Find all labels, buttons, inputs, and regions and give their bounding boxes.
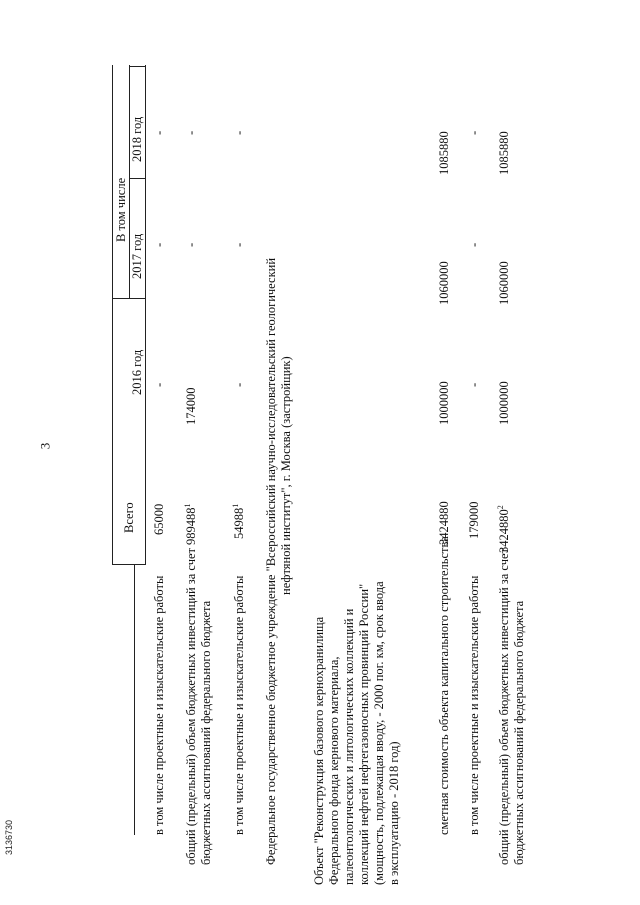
col-divider-2018: [129, 66, 145, 67]
row2-2018: -: [184, 130, 198, 135]
section-heading-line2: нефтяной институт", г. Москва (застройщик): [279, 356, 293, 595]
row1-total: 65000: [152, 503, 166, 535]
row1-2017: -: [152, 242, 166, 247]
section-heading-line1: Федеральное государственное бюджетное учреждение "Всероссийский научно-исследовательский геологический: [264, 257, 278, 865]
row4-label: сметная стоимость объекта капитального строительства: [437, 536, 451, 835]
row3-2018: -: [232, 130, 246, 135]
rotated-table: [112, 65, 617, 885]
row6-2017: 1060000: [497, 261, 511, 305]
table-header-divider: [145, 65, 146, 565]
row5-2017: -: [467, 242, 481, 247]
row2-label-line1: общий (предельный) объем бюджетных инвестиций за счет: [184, 547, 198, 865]
row1-label: в том числе проектные и изыскательские работы: [152, 575, 166, 835]
page-number: 3: [37, 442, 53, 450]
object-line6: в эксплуатацию - 2018 год): [387, 741, 401, 885]
row1-2018: -: [152, 130, 166, 135]
row6-label-line1: общий (предельный) объем бюджетных инвестиций за счет: [497, 547, 511, 865]
col-divider-total: [112, 564, 145, 565]
object-line3: палеонтологических и литологических коллекций и: [342, 608, 356, 885]
row2-2017: -: [184, 242, 198, 247]
row3-total: [232, 504, 247, 539]
row1-2016: -: [152, 382, 166, 387]
row3-label: в том числе проектные и изыскательские работы: [232, 575, 246, 835]
header-year-2016: 2016 год: [130, 349, 144, 395]
row4-2017: 1060000: [437, 261, 451, 305]
row6-label-line2: бюджетных ассигнований федерального бюджета: [512, 600, 526, 865]
row4-total: 3424880: [437, 501, 451, 545]
header-including: В том числе: [114, 177, 128, 242]
row4-2018: 1085880: [437, 131, 451, 175]
row5-2018: -: [467, 130, 481, 135]
row6-2016: 1000000: [497, 381, 511, 425]
row5-total: 179000: [467, 501, 481, 539]
row2-label-line2: бюджетных ассигнований федерального бюджета: [199, 600, 213, 865]
object-line4: коллекций нефтей нефтегазоносных провинций России": [357, 583, 371, 885]
row3-2016: -: [232, 382, 246, 387]
row3-total-footnote: 1: [230, 503, 240, 508]
row6-total: [497, 505, 512, 553]
row6-total-value: 3424880: [497, 509, 511, 553]
object-line2: Федерального фонда кернового материала,: [327, 656, 341, 885]
object-line5: (мощность, подлежащая вводу, - 2000 пог. км, срок ввода: [372, 581, 386, 885]
row6-total-footnote: 2: [495, 505, 505, 510]
object-line1: Объект "Реконструкция базового кернохранилища: [312, 616, 326, 885]
header-year-2018: 2018 год: [130, 116, 144, 162]
header-total: Всего: [122, 502, 136, 533]
table-header-divider-left: [134, 565, 135, 835]
header-year-2017: 2017 год: [130, 233, 144, 279]
row5-2016: -: [467, 382, 481, 387]
row5-label: в том числе проектные и изыскательские работы: [467, 575, 481, 835]
row2-total-footnote: 1: [182, 503, 192, 508]
table-top-border: [112, 65, 113, 565]
row3-2017: -: [232, 242, 246, 247]
row2-total-value: 989488: [184, 507, 198, 545]
col-divider-2017: [129, 178, 145, 179]
document-code: 3136730: [4, 819, 14, 855]
row6-2018: 1085880: [497, 131, 511, 175]
row3-total-value: 54988: [232, 507, 246, 539]
row2-2016: 174000: [184, 387, 198, 425]
row4-2016: 1000000: [437, 381, 451, 425]
row2-total: [184, 504, 199, 546]
